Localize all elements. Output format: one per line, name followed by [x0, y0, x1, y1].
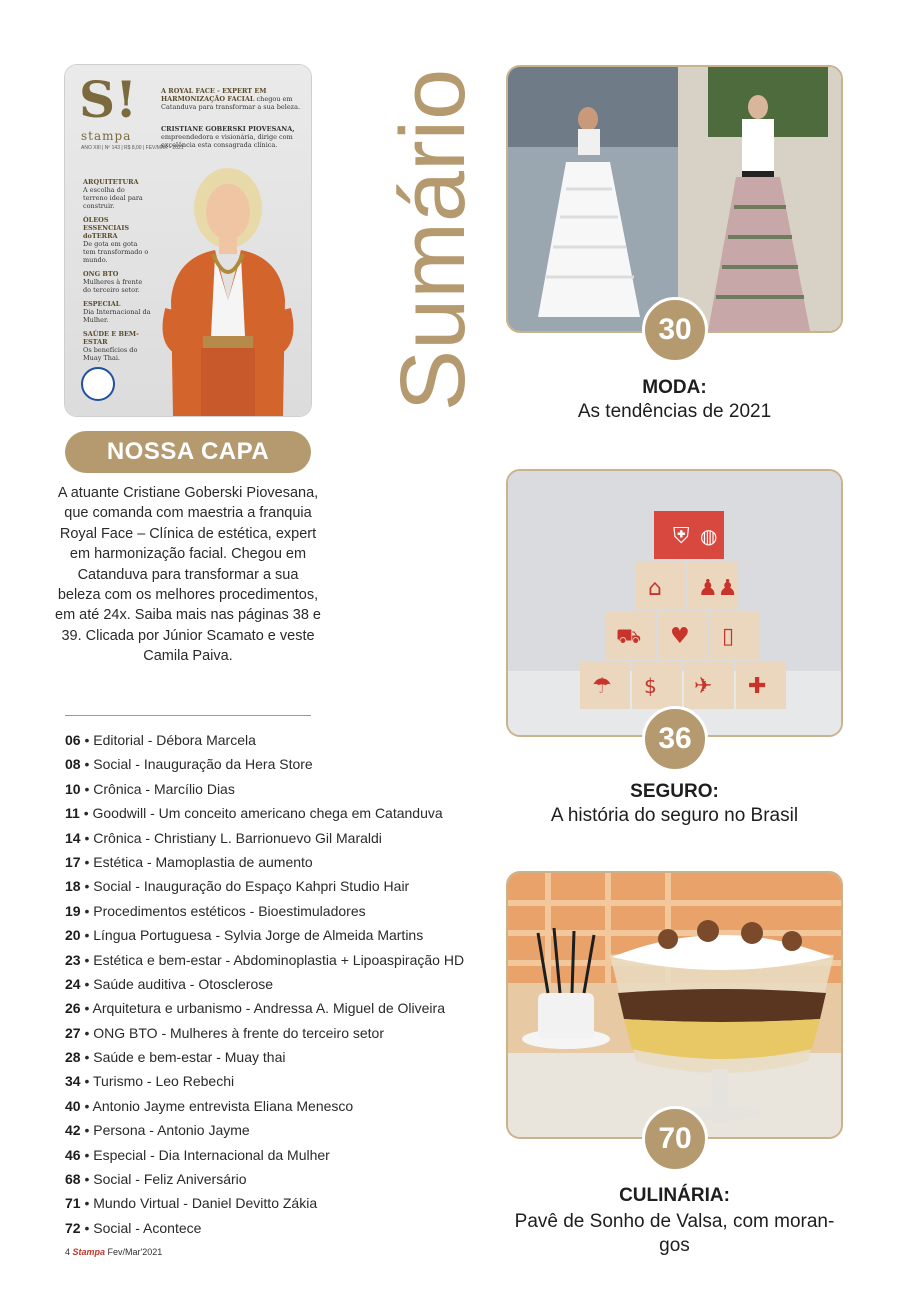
toc-item[interactable]	[65, 949, 485, 973]
toc-page: 27	[65, 1024, 81, 1041]
feature-subtitle-cont: gos	[659, 1235, 690, 1256]
toc-page: 06	[65, 732, 81, 748]
cover-side-item	[83, 300, 151, 324]
toc-page: 40	[65, 1097, 81, 1114]
feature-subtitle: Pavê de Sonho de Valsa, com moran-	[514, 1211, 835, 1232]
toc-item[interactable]	[65, 1022, 485, 1046]
svg-text:⌂: ⌂	[648, 576, 662, 601]
svg-text:⛨: ⛨	[673, 524, 690, 549]
page-heading: Sumário	[382, 68, 484, 412]
toc-page: 19	[65, 902, 81, 919]
toc-page: 28	[65, 1049, 81, 1066]
toc-text: • Crônica - Marcílio Dias	[80, 780, 235, 797]
toc-page: 08	[65, 756, 81, 773]
toc-text: • ONG BTO - Mulheres à frente do terceiro setor	[80, 1024, 384, 1041]
cover-side-text: Mulheres à frente do terceiro setor.	[83, 278, 143, 294]
toc-text: • Procedimentos estéticos - Bioestimuladores	[80, 902, 366, 919]
toc-item[interactable]	[65, 753, 485, 777]
toc-page: 26	[65, 1000, 81, 1017]
toc-item[interactable]	[65, 900, 485, 924]
toc-text: • Social - Inauguração da Hera Store	[80, 756, 313, 773]
toc-item[interactable]	[65, 1192, 485, 1216]
magazine-logo-sub: stampa	[81, 129, 132, 143]
toc-page: 20	[65, 927, 81, 944]
toc-item[interactable]	[65, 1217, 485, 1241]
toc-text: • Especial - Dia Internacional da Mulher	[80, 1146, 330, 1163]
toc-item[interactable]	[65, 851, 485, 875]
cover-headline-1-rest: chegou em Catanduva para transformar a sua beleza.	[161, 95, 301, 111]
toc-item[interactable]	[65, 924, 485, 948]
feature-subtitle: A história do seguro no Brasil	[550, 805, 799, 826]
toc-item[interactable]	[65, 1168, 485, 1192]
toc-text: • Mundo Virtual - Daniel Devitto Zákia	[80, 1195, 318, 1212]
toc-text: • Antonio Jayme entrevista Eliana Menesco	[80, 1097, 354, 1114]
toc-item[interactable]	[65, 1070, 485, 1094]
cover-thumbnail[interactable]	[65, 65, 311, 416]
cover-headline-1-bold: A ROYAL FACE - EXPERT EM HARMONIZAÇÃO FACIAL	[161, 87, 267, 103]
cover-headline-2-bold: CRISTIANE GOBERSKI PIOVESANA,	[161, 125, 295, 133]
toc-item[interactable]	[65, 802, 485, 826]
cover-side-title: SAÚDE E BEM-ESTAR	[83, 330, 139, 346]
cover-model-photo	[153, 160, 303, 416]
toc-text: • Saúde auditiva - Otosclerose	[80, 975, 274, 992]
toc-text: • Saúde e bem-estar - Muay thai	[80, 1049, 286, 1066]
cover-headline-2	[161, 125, 307, 149]
toc-text: • Crônica - Christiany L. Barrionuevo Gil Maraldi	[80, 829, 382, 846]
svg-text:♥: ♥	[670, 624, 690, 649]
cover-headline-2-rest: empreendedora e visionária, dirige com excelência esta consagrada clínica.	[161, 133, 293, 149]
cover-edition: ANO XIII | Nº 143 | R$ 8,00 | FEV/MAR • 2021	[81, 145, 184, 151]
toc-item[interactable]	[65, 827, 485, 851]
toc-text: • Social - Inauguração do Espaço Kahpri Studio Hair	[80, 878, 410, 895]
cover-side-text: A escolha do terreno ideal para construir.	[83, 186, 143, 210]
toc-item[interactable]	[65, 973, 485, 997]
page-heading-wrap	[382, 60, 484, 420]
feature-title: SEGURO:	[630, 781, 719, 802]
toc-text: • Social - Acontece	[80, 1219, 202, 1236]
toc-item[interactable]	[65, 1144, 485, 1168]
footer-page-number: 4	[65, 1247, 71, 1257]
toc-page: 42	[65, 1122, 81, 1139]
svg-text:♟♟: ♟♟	[698, 576, 738, 601]
page-footer	[65, 1247, 162, 1257]
feature-title: MODA:	[642, 377, 707, 398]
cover-seal-icon	[81, 367, 115, 401]
feature-card-culinaria[interactable]	[506, 871, 843, 1139]
toc-text: • Língua Portuguesa - Sylvia Jorge de Almeida Martins	[80, 927, 424, 944]
svg-text:◍: ◍	[700, 524, 718, 548]
fashion-photo	[508, 67, 841, 331]
nossa-capa-title: NOSSA CAPA	[65, 431, 311, 473]
cover-side-text: Os benefícios do Muay Thai.	[83, 346, 138, 362]
cover-side-title: ARQUITETURA	[83, 178, 139, 186]
feature-card-seguro[interactable]	[506, 469, 843, 737]
toc-page: 71	[65, 1195, 81, 1212]
feature-title: CULINÁRIA:	[619, 1185, 730, 1206]
cover-side-text: De gota em gota tem transformado o mundo.	[83, 240, 149, 264]
divider	[65, 715, 311, 716]
toc-item[interactable]	[65, 1046, 485, 1070]
toc-page: 23	[65, 951, 81, 968]
toc-page: 72	[65, 1219, 81, 1236]
svg-text:⛟: ⛟	[616, 624, 642, 648]
svg-text:✈: ✈	[694, 674, 713, 699]
cover-side-item	[83, 270, 151, 294]
toc-text: • Estética e bem-estar - Abdominoplastia + Lipoaspiração HD	[80, 951, 465, 968]
svg-text:✚: ✚	[748, 674, 767, 699]
cover-headline-1	[161, 87, 307, 111]
svg-text:☂: ☂	[592, 674, 612, 699]
toc-text: • Persona - Antonio Jayme	[80, 1122, 250, 1139]
toc-text: • Goodwill - Um conceito americano chega em Catanduva	[79, 805, 443, 822]
toc-page: 14	[65, 829, 81, 846]
feature-card-moda[interactable]	[506, 65, 843, 333]
footer-brand: Stampa	[72, 1247, 106, 1257]
cover-side-title: ÓLEOS ESSENCIAIS doTERRA	[83, 216, 130, 240]
toc-item[interactable]	[65, 1119, 485, 1143]
toc-page: 11	[65, 805, 80, 822]
cover-side-text: Dia Internacional da Mulher.	[83, 308, 151, 324]
cover-side-item	[83, 216, 151, 264]
cover-side-item	[83, 330, 151, 362]
toc-list	[65, 729, 485, 1241]
toc-text: • Estética - Mamoplastia de aumento	[80, 853, 313, 870]
toc-page: 17	[65, 853, 81, 870]
toc-item[interactable]	[65, 778, 485, 802]
cover-side-item	[83, 178, 151, 210]
footer-date: Fev/Mar'2021	[105, 1247, 163, 1257]
insurance-blocks-photo	[508, 471, 841, 735]
feature-page-number: 30	[642, 297, 708, 363]
magazine-logo: S!	[79, 70, 138, 129]
dessert-photo	[508, 873, 841, 1137]
toc-item[interactable]	[65, 875, 485, 899]
cover-side-title: ESPECIAL	[83, 300, 121, 308]
cover-side-list	[83, 178, 151, 368]
svg-text:▯: ▯	[722, 624, 735, 649]
toc-item[interactable]	[65, 1095, 485, 1119]
toc-text: • Editorial - Débora Marcela	[80, 732, 256, 748]
toc-item[interactable]	[65, 997, 485, 1021]
toc-text: • Turismo - Leo Rebechi	[80, 1073, 235, 1090]
cover-side-title: ONG BTO	[83, 270, 119, 278]
toc-item[interactable]	[65, 729, 485, 753]
toc-page: 24	[65, 975, 81, 992]
svg-text:$: $	[644, 674, 657, 698]
toc-text: • Arquitetura e urbanismo - Andressa A. Miguel de Oliveira	[80, 1000, 445, 1017]
feature-page-number: 70	[642, 1106, 708, 1172]
nossa-capa-text: A atuante Cristiane Goberski Piovesana, que comanda com maestria a franquia Royal Face – Clínica de estética, expert em harmonização facial. Chegou em Catanduva para transformar a sua beleza com os melhores procedimentos, em até 24x. Saiba mais nas páginas 38 e 39. Clicada por Júnior Scamato e veste Camila Paiva.	[55, 485, 321, 665]
toc-page: 34	[65, 1073, 81, 1090]
toc-text: • Social - Feliz Aniversário	[80, 1171, 247, 1188]
toc-page: 68	[65, 1171, 81, 1188]
toc-page: 18	[65, 878, 81, 895]
toc-page: 10	[65, 780, 81, 797]
toc-page: 46	[65, 1146, 81, 1163]
feature-subtitle: As tendências de 2021	[577, 401, 772, 422]
feature-page-number: 36	[642, 706, 708, 772]
